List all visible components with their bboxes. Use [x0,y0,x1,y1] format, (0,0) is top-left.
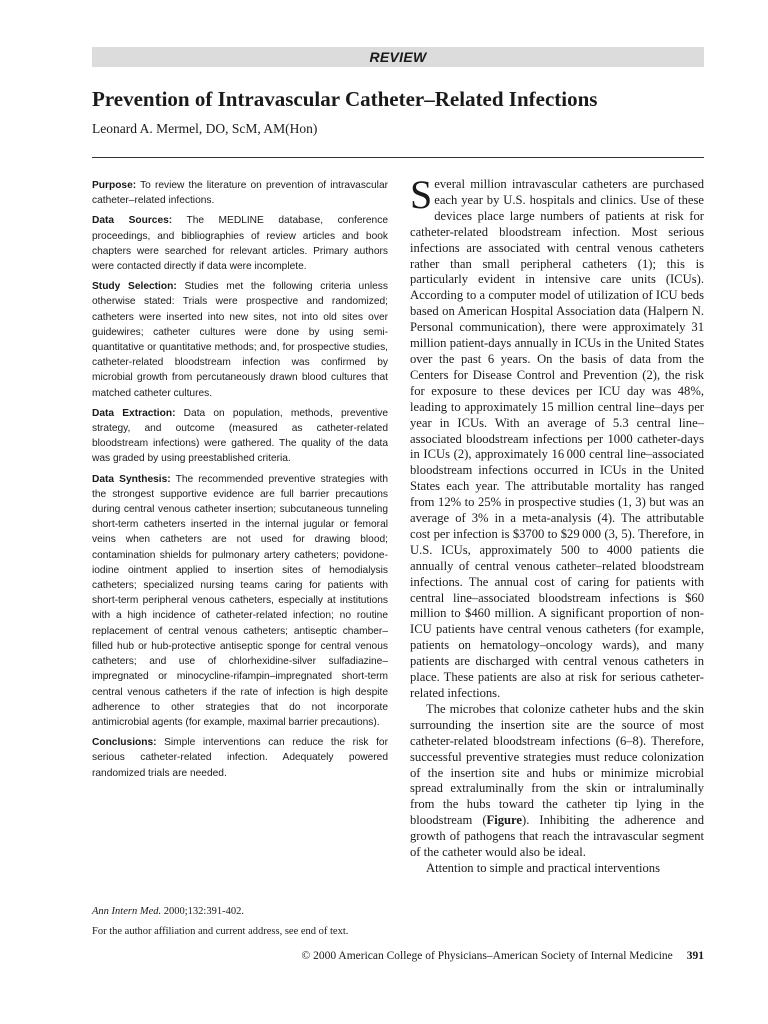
abstract-study-selection-text: Studies met the following criteria unless otherwise stated: Trials were prospective and randomized; catheters were inserted into new sites, not into old sites over guidewires; catheter cultures were done by using semi-quantitative or quantitative methods; and, for prospective studies, catheter-related bloodstream infection was confirmed by microbial growth from percutaneously drawn blood cultures that matched catheter cultures. [92,281,388,399]
page-footer [92,947,704,965]
abstract-data-extraction-label: Data Extraction: [92,407,176,419]
abstract-data-extraction [92,406,388,467]
body-paragraph-2 [410,702,704,861]
abstract-data-extraction-text: Data on population, methods, preventive strategy, and outcome (measured as catheter-related bloodstream infections) were gathered. The quality of the data was graded by using preestablished criteria. [92,407,388,465]
abstract-conclusions-text: Simple interventions can reduce the risk for serious catheter-related infection. Adequately powered randomized trials are needed. [92,737,388,779]
abstract-conclusions [92,735,388,781]
abstract [92,178,388,786]
journal-name: Ann Intern Med. [92,906,162,917]
journal-citation [92,905,392,919]
page-number: 391 [686,950,704,962]
abstract-purpose-label: Purpose: [92,180,137,191]
abstract-conclusions-label: Conclusions: [92,737,157,749]
abstract-data-sources-text: The MEDLINE database, conference proceedings, and bibliographies of review articles and book chapters were searched for relevant articles. Primary authors were contacted directly if data were incomplete. [92,215,388,273]
body-paragraph-2-start: The microbes that colonize catheter hubs and the skin surrounding the insertion site are the source of most catheter-related bloodstream infections (6–8). Therefore, successful preventive strategies must reduce colonization of the insertion site and hubs or minimize microbial spread extraluminally from the skin or intraluminally from the hubs toward the catheter tip lying in the bloodstream ( [410,701,704,828]
abstract-study-selection [92,279,388,401]
author-line: Leonard A. Mermel, DO, ScM, AM(Hon) [92,121,318,136]
body-paragraph-3 [410,861,704,877]
header-divider [92,157,704,158]
abstract-data-synthesis-label: Data Synthesis: [92,473,171,485]
abstract-purpose-text: To review the literature on prevention of intravascular catheter–related infections. [92,180,388,207]
body-paragraph-1 [410,172,704,702]
section-label: REVIEW [92,47,704,67]
abstract-purpose [92,178,388,208]
article-title: Prevention of Intravascular Catheter–Related Infections [92,87,598,111]
journal-details: 2000;132:391-402. [163,906,244,917]
abstract-data-sources-label: Data Sources: [92,215,173,227]
body-paragraph-1-text: everal million intravascular catheters are purchased each year by U.S. hospitals and clinics. Use of these devices place large numbers of patients at risk for catheter-related bloodstream infection. Most serious infections are associated with central venous catheters rather than small peripheral catheters (1); this is particularly evident in intensive care units (ICUs). According to a computer model of utilization of ICU beds based on American Hospital Association data (Halpern N. Personal communication), there were approximately 31 million patient-days annually in ICUs in the United States over the past 6 years. On the basis of data from the Centers for Disease Control and Prevention (2), the risk for exposure to these devices per ICU day was 48%, leading to approximately 15 million central line–days per year in ICUs. With an average of 5.3 central line–associated bloodstream infections per 1000 catheter-days in ICUs (2), approximately 16 000 central line–associated bloodstream infections occurred in ICUs in the United States each year. The attributable mortality has ranged from 12% to 25% in prospective studies (1, 3) but was an average of 3% in a meta-analysis (4). The attributable cost per infection is $3700 to $29 000 (3, 5). Therefore, in U.S. ICUs, approximately 500 to 4000 patients die annually of central venous catheter–related bloodstream infections. The annual cost of caring for patients with central line–associated bloodstream infections is $60 million to $460 million. A significant proportion of non-ICU patients have central venous catheters (for example, patients on hematology–oncology wards), and many patients are discharged with central venous catheters in place. These patients are also at risk for serious catheter-related infections. [410,177,704,700]
figure-reference-link[interactable]: Figure [486,813,522,828]
drop-cap: S [410,172,433,217]
body-paragraph-2-end: ). Inhibiting the adherence and growth of pathogens that reach the intravascular segment of the catheter would also be ideal. [410,813,704,860]
body-paragraph-3-text: Attention to simple and practical interventions [426,860,660,875]
copyright-notice: © 2000 American College of Physicians–American Society of Internal Medicine [301,950,673,962]
abstract-study-selection-label: Study Selection: [92,281,177,293]
abstract-data-sources [92,213,388,274]
affiliation-note: For the author affiliation and current address, see end of text. [92,926,349,937]
abstract-data-synthesis-text: The recommended preventive strategies with the strongest supportive evidence are full barrier precautions during central venous catheter insertion; subcutaneous tunneling short-term catheters inserted in the internal jugular or femoral veins when catheters are not used for drawing blood; contamination shields for pulmonary artery catheters; povidone-iodine ointment applied to insertion sites of hemodialysis catheters; specialized nursing teams caring for patients with short-term peripheral venous catheters, especially at institutions with a high incidence of catheter-related infection; no routine replacement of central venous catheters; antiseptic chamber–filled hub or hub-protective antiseptic sponge for central venous catheters; and use of chlorhexidine-silver sulfadiazine–impregnated or minocycline-rifampin–impregnated short-term central venous catheters if the rate of infection is high despite adherence to other strategies that do not incorporate antimicrobial agents (for example, maximal barrier precautions). [92,473,388,728]
body-text [410,172,704,877]
abstract-data-synthesis [92,472,388,730]
